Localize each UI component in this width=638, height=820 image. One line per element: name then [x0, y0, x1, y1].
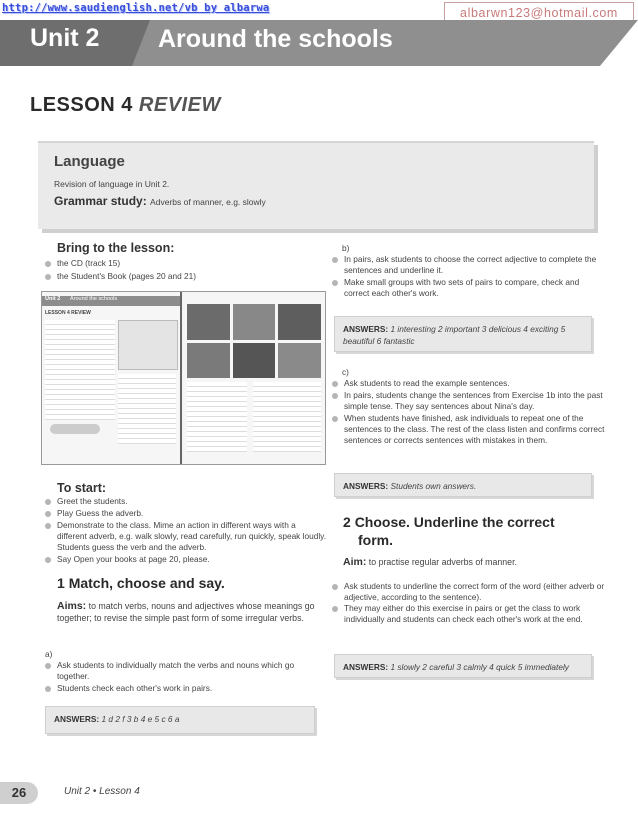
start-item: Greet the students. [45, 496, 327, 507]
lesson-number: LESSON 4 [30, 94, 133, 116]
exercise-1-item: Ask students to individually match the verbs and nouns which go together. [45, 660, 327, 682]
answers-label: ANSWERS: [54, 714, 100, 724]
email-box: albarwn123@hotmail.com [444, 2, 634, 24]
part-b-item: In pairs, ask students to choose the correct adjective to complete the sentences and underline it. [332, 254, 606, 276]
grammar-text: Adverbs of manner, e.g. slowly [150, 197, 266, 207]
part-c-item: When students have finished, ask individuals to repeat one of the sentences to the class. The rest of the class listen and confirms correct sentences or corrects sentences with mistakes in them. [332, 413, 606, 446]
answers-text: Students own answers. [390, 481, 477, 491]
start-item: Demonstrate to the class. Mime an action in different ways with a different adverb, e.g. walk slowly, read carefully, run quickly, speak loudly. Students guess the verb and the adverb. [45, 520, 327, 553]
thumb-col4 [253, 382, 321, 452]
thumb-title: Around the schools [70, 296, 118, 302]
start-heading: To start: [57, 481, 107, 495]
answers-label: ANSWERS: [343, 662, 389, 672]
lesson-heading [30, 94, 221, 117]
unit-label: Unit 2 [30, 24, 100, 52]
thumb-col1 [45, 320, 115, 420]
exercise-1-aims [57, 600, 317, 624]
footer-text: Unit 2 • Lesson 4 [64, 786, 140, 797]
part-c-item: In pairs, students change the sentences from Exercise 1b into the past simple tense. They say sentences about Nina's day. [332, 390, 606, 412]
exercise-1-title: Match, choose and say. [68, 575, 225, 591]
thumb-lesson: LESSON 4 REVIEW [45, 310, 91, 316]
exercise-1-item: Students check each other's work in pairs. [45, 683, 327, 694]
part-b-answers [334, 316, 592, 352]
part-b-item: Make small groups with two sets of pairs to compare, check and correct each other's work. [332, 277, 606, 299]
aim-text: to practise regular adverbs of manner. [368, 557, 517, 567]
start-item: Play Guess the adverb. [45, 508, 327, 519]
exercise-2-item: Ask students to underline the correct form of the word (either adverb or adjective, according to the sentence). [332, 581, 606, 603]
aims-label: Aims: [57, 600, 87, 612]
thumb-col3 [187, 382, 247, 452]
bring-heading: Bring to the lesson: [57, 241, 175, 255]
exercise-2-title: Choose. Underline the correct [354, 514, 555, 530]
aim-label: Aim: [343, 556, 367, 568]
thumb-photo-grid [187, 304, 321, 378]
exercise-2-heading [343, 514, 555, 530]
part-b-label: b) [342, 243, 350, 253]
start-item: Say Open your books at page 20, please. [45, 554, 327, 565]
part-c-label: c) [342, 367, 349, 377]
exercise-1-number: 1 [57, 575, 65, 591]
textbook-pages-thumbnail [41, 291, 326, 465]
answers-text: 1 interesting 2 important 3 delicious 4 exciting 5 beautiful 6 fantastic [343, 324, 566, 346]
thumb-box [118, 320, 178, 370]
exercise-1-part-a: a) [45, 649, 53, 659]
right-page [183, 292, 325, 464]
exercise-1-heading [57, 575, 225, 591]
answers-text: 1 d 2 f 3 b 4 e 5 c 6 a [101, 714, 180, 724]
aims-text: to match verbs, nouns and adjectives whose meanings go together; to revise the simple past form of some irregular verbs. [57, 601, 315, 623]
bring-item: the CD (track 15) [45, 258, 327, 269]
answers-label: ANSWERS: [343, 481, 389, 491]
exercise-1-answers [45, 706, 315, 734]
exercise-2-number: 2 [343, 514, 351, 530]
exercise-2-item: They may either do this exercise in pairs or get the class to work individually and students can check each other's work at the end. [332, 603, 606, 625]
thumb-col2 [118, 374, 176, 444]
watermark-link[interactable]: http://www.saudienglish.net/vb by albarwa [2, 2, 270, 14]
part-c-answers [334, 473, 592, 497]
lesson-name: REVIEW [138, 94, 221, 116]
bring-item: the Student's Book (pages 20 and 21) [45, 271, 327, 282]
thumb-bubble [50, 424, 100, 434]
answers-text: 1 slowly 2 careful 3 calmly 4 quick 5 immediately [390, 662, 569, 672]
grammar-study [54, 194, 266, 208]
exercise-2-title-line2: form. [358, 532, 393, 548]
page-number: 26 [0, 782, 38, 804]
exercise-2-aim [343, 556, 593, 568]
left-page [42, 292, 180, 464]
grammar-label: Grammar study: [54, 194, 147, 208]
language-heading: Language [54, 153, 125, 170]
part-c-item: Ask students to read the example sentences. [332, 378, 606, 389]
thumb-unit: Unit 2 [45, 296, 61, 302]
exercise-2-answers [334, 654, 592, 678]
answers-label: ANSWERS: [343, 324, 389, 334]
unit-title: Around the schools [158, 25, 393, 53]
language-revision: Revision of language in Unit 2. [54, 179, 170, 189]
